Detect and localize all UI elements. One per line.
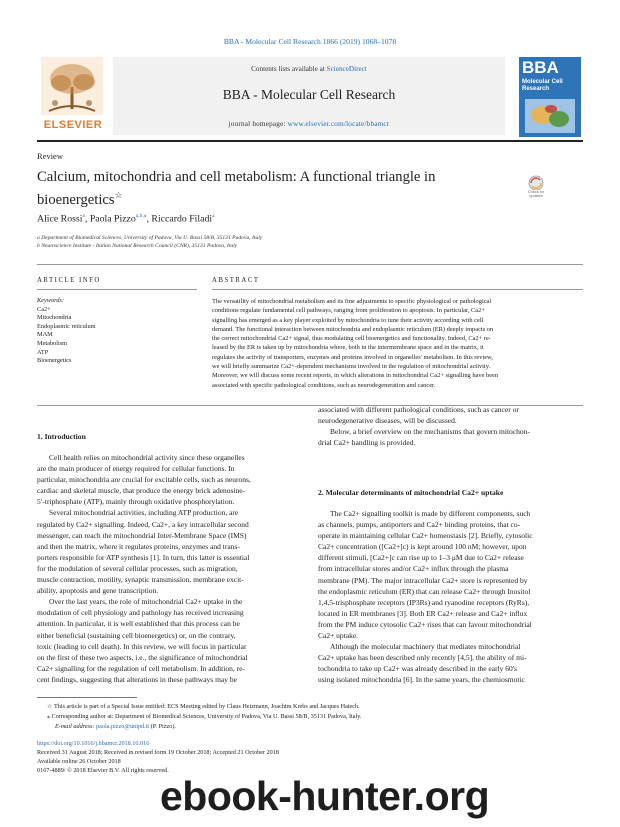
cover-image-icon: [525, 99, 575, 133]
body-line: cent findings, suggesting that alterations in these pathways may be: [37, 674, 237, 684]
email-label: E-mail address:: [55, 723, 95, 730]
author-affil-mark[interactable]: a,b,⁎: [135, 213, 147, 219]
body-line: from intracellular stores and/or Ca2+ influx through the plasma: [318, 564, 509, 574]
abstract-line: leased by the ER is taken up by mitochondria where, both in the intermembrane space and in the matrix, it: [212, 344, 484, 352]
section-2-heading: 2. Molecular determinants of mitochondrial Ca2+ uptake: [318, 488, 504, 497]
abstract-line: we will briefly summarize Ca2+-dependent mechanisms involved in the regulation of mitochondrial activity.: [212, 363, 491, 371]
body-line: on the first of these two aspects, i.e., the significance of mitochondrial: [37, 652, 248, 662]
journal-citation[interactable]: BBA - Molecular Cell Research 1866 (2019) 1068–1078: [223, 37, 397, 46]
body-line: associated with different pathological conditions, such as cancer or: [318, 405, 519, 414]
title-line-1: Calcium, mitochondria and cell metabolism: A functional triangle in: [37, 169, 436, 185]
body-line: neurodegenerative diseases, will be discussed.: [318, 416, 457, 426]
section-1-heading: 1. Introduction: [37, 432, 86, 441]
body-line: for the modulation of several cellular processes, such as migration,: [37, 563, 238, 573]
body-line: different stimuli, [Ca2+]c can rise up to 1–3 μM due to Ca2+ release: [318, 553, 524, 563]
homepage-link[interactable]: www.elsevier.com/locate/bbamcr: [287, 120, 390, 128]
check-for-updates-badge[interactable]: [521, 175, 551, 205]
header-rule: [37, 140, 583, 142]
email-suffix: (P. Pizzo).: [150, 723, 176, 730]
abstract-line: conditions regulate fundamental cell pathways, ranging from proliferation to apoptosis. In particular, Ca2+: [212, 307, 485, 315]
body-line: The Ca2+ signalling toolkit is made by different components, such: [330, 509, 531, 518]
footnote-rule: [37, 697, 137, 698]
body-line: tochondria to take up Ca2+ was already described in the early 60's: [318, 664, 518, 674]
elsevier-wordmark: ELSEVIER: [43, 119, 103, 131]
affiliation-a: a Department of Biomedical Sciences, University of Padova, Via U. Bassi 58/B, 35131 Padova, Italy: [37, 235, 263, 241]
abstract-line: demand. The functional interaction between mitochondria and endoplasmic reticulum (ER) deeply impacts on: [212, 325, 494, 333]
abstract-line: signalling has emerged as a key player exploited by mitochondria to tune their activity according with cell: [212, 316, 484, 324]
body-line: porters responsible for ATP synthesis [1]. In turn, this latter is essential: [37, 552, 250, 562]
body-line: from the PM induce cytosolic Ca2+ rises that can favour mitochondrial: [318, 619, 532, 629]
article-info-heading: ARTICLE INFO: [37, 277, 101, 284]
author-list: Alice Rossi$^a$, Paola Pizzo$^{a,b,⁎}$, Riccardo Filadi$^a$: [37, 213, 215, 225]
cover-subtitle: Molecular Cell Research: [522, 79, 563, 92]
body-line: Although the molecular machinery that mediates mitochondrial: [330, 642, 521, 652]
body-line: Ca2+ signalling for the regulation of cell metabolism. In addition, re-: [37, 663, 245, 673]
body-line: either beneficial (sustaining cell bioenergetics) or, on the contrary,: [37, 630, 236, 640]
special-issue-footnote: ☆ This article is part of a Special Issue entitled: ECS Meeting edited by Claus Heizmann, Joachim Krebs and Jacques Haiech.: [47, 703, 360, 710]
keyword: Ca2+: [37, 305, 51, 313]
copyright: 0167-4889/ © 2018 Elsevier B.V. All rights reserved.: [37, 766, 169, 774]
available-online: Available online 26 October 2018: [37, 757, 121, 765]
received-dates: Received 31 August 2018; Received in revised form 19 October 2018; Accepted 21 October 2018: [37, 748, 279, 756]
article-type: Review: [37, 151, 63, 161]
abstract-line: The versatility of mitochondrial metabolism and its fine adjustments to specific physiological or pathological: [212, 298, 492, 305]
abstract-line: associated with specific pathological conditions, such as neurodegeneration and cancer.: [212, 381, 436, 389]
sciencedirect-link[interactable]: ScienceDirect: [326, 65, 367, 73]
doi-link[interactable]: https://doi.org/10.1016/j.bbamcr.2018.10.016: [37, 740, 150, 747]
body-line: regulated by Ca2+ signalling. Indeed, Ca2+, a key intracellular second: [37, 519, 249, 529]
title-footnote-mark[interactable]: ☆: [114, 190, 123, 200]
elsevier-logo: [37, 57, 109, 135]
author-affil-mark[interactable]: a: [82, 213, 85, 219]
body-line: as channels, pumps, antiporters and Ca2+ binding proteins, that co-: [318, 520, 521, 530]
journal-cover[interactable]: [519, 57, 581, 137]
abstract-text: [212, 297, 583, 390]
keyword: Endoplasmic reticulum: [37, 322, 96, 330]
title-line-2: bioenergetics: [37, 191, 115, 208]
body-line: 5′-triphosphate (ATP), mainly through oxidative phosphorylation.: [37, 497, 235, 507]
body-line: Ca2+ uptake has been described only recently [4,5], the ability of mi-: [318, 653, 527, 663]
body-line: messenger, can reach the mitochondrial Inter-Membrane Space (IMS): [37, 530, 247, 540]
article-info-rule: [37, 289, 197, 290]
author-name[interactable]: Alice Rossi: [37, 213, 83, 225]
abstract-line: Moreover, we will discuss some recent reports, in which alterations in mitochondrial Ca2+ signalling have been: [212, 372, 499, 380]
body-line: are the main producer of energy required for cellular functions. In: [37, 464, 235, 474]
right-body-top: [318, 404, 583, 448]
body-line: Ca2+ uptake.: [318, 631, 359, 641]
body-line: operate in maintaining cellular Ca2+ homeostasis [2]. Briefly, cytosolic: [318, 531, 533, 541]
corresponding-footnote: ⁎ Corresponding author at: Department of Biomedical Sciences, University of Padova, Via U. Bassi 58/B, 35131 Padova, Italy.: [47, 713, 362, 720]
body-line: and then the matrix, where it regulates proteins, enzymes and trans-: [37, 541, 240, 551]
keyword: Mitochondria: [37, 314, 72, 322]
body-line: membrane (PM). The major intracellular Ca2+ store is represented by: [318, 575, 528, 585]
homepage-prefix: journal homepage:: [228, 120, 286, 128]
body-line: modulation of cell physiology and pathology has received increasing: [37, 608, 244, 618]
keyword: Bioenergetics: [37, 357, 72, 365]
contents-prefix: Contents lists available at: [251, 65, 325, 73]
author-affil-mark[interactable]: a: [212, 213, 215, 219]
journal-title: BBA - Molecular Cell Research: [222, 87, 396, 102]
keywords-block: [37, 297, 96, 366]
abstract-line: regulates the activity of transporters, enzymes and proteins involved in organelles' metabolism. In this review,: [212, 353, 493, 361]
article-title: [37, 168, 507, 209]
body-line: the endoplasmic reticulum (ER) that can release Ca2+ through Inositol: [318, 586, 531, 596]
tree-logo-icon: [41, 57, 103, 115]
watermark: ebook-hunter.org: [160, 773, 490, 819]
keywords-label: Keywords:: [37, 297, 65, 304]
check-updates-label: Check for updates: [527, 190, 545, 198]
affiliation-b: b Neuroscience Institute - Italian National Research Council (CNR), 35131 Padova, Italy: [37, 243, 238, 249]
keyword: ATP: [37, 348, 49, 356]
body-line: drial Ca2+ handling is provided.: [318, 438, 416, 448]
body-line: cardiac and skeletal muscle, that produce the energy brick adenosine-: [37, 486, 246, 496]
body-line: toxic (leading to cell death). In this review, we will focus in particular: [37, 641, 247, 651]
email-link[interactable]: paola.pizzo@unipd.it: [96, 723, 150, 730]
cover-title: BBA: [522, 58, 559, 77]
body-line: located in ER membranes [3]. Both ER Ca2+ release and Ca2+ influx: [318, 608, 528, 618]
keyword: Metabolism: [37, 339, 68, 347]
abstract-line: the correct mitochondrial Ca2+ signal, thus modulating cell bioenergetics and functionality. Indeed, Ca2+ re-: [212, 335, 491, 343]
abstract-rule: [212, 289, 583, 290]
contents-line: [113, 65, 505, 73]
email-footnote: [55, 722, 176, 731]
article-meta: [37, 740, 279, 776]
body-line: Cell health relies on mitochondrial activity since these organelles: [49, 453, 245, 462]
body-line: Over the last years, the role of mitochondrial Ca2+ uptake in the: [49, 597, 243, 607]
body-line: muscle contraction, motility, synaptic transmission, membrane excit-: [37, 575, 244, 585]
right-body-column: [318, 508, 583, 686]
body-line: Below, a brief overview on the mechanisms that govern mitochon-: [330, 427, 530, 437]
journal-header: [113, 57, 505, 135]
check-updates-icon: [521, 175, 551, 190]
body-line: using isolated mitochondria [6]. In the same years, the chemiosmotic: [318, 675, 525, 685]
journal-homepage: [113, 120, 505, 128]
author-name[interactable]: Paola Pizzo: [89, 213, 136, 225]
body-line: 1,4,5-trisphosphate receptors (IP3Rs) and ryanodine receptors (RyRs),: [318, 597, 530, 607]
body-line: Several mitochondrial activities, including ATP production, are: [49, 508, 239, 518]
body-line: particular, mitochondria are crucial for excitable cells, such as neurons,: [37, 475, 251, 485]
body-line: attention. In particular, it is well established that this process can be: [37, 619, 240, 629]
left-body-column: [37, 452, 302, 685]
keyword: MAM: [37, 331, 53, 339]
body-line: Ca2+ concentration ([Ca2+]c) is kept around 100 nM; however, upon: [318, 542, 527, 552]
body-line: ability, apoptosis and gene transcription.: [37, 586, 159, 596]
author-name[interactable]: Riccardo Filadi: [151, 213, 213, 225]
info-top-rule: [37, 264, 583, 265]
abstract-heading: ABSTRACT: [212, 277, 260, 284]
